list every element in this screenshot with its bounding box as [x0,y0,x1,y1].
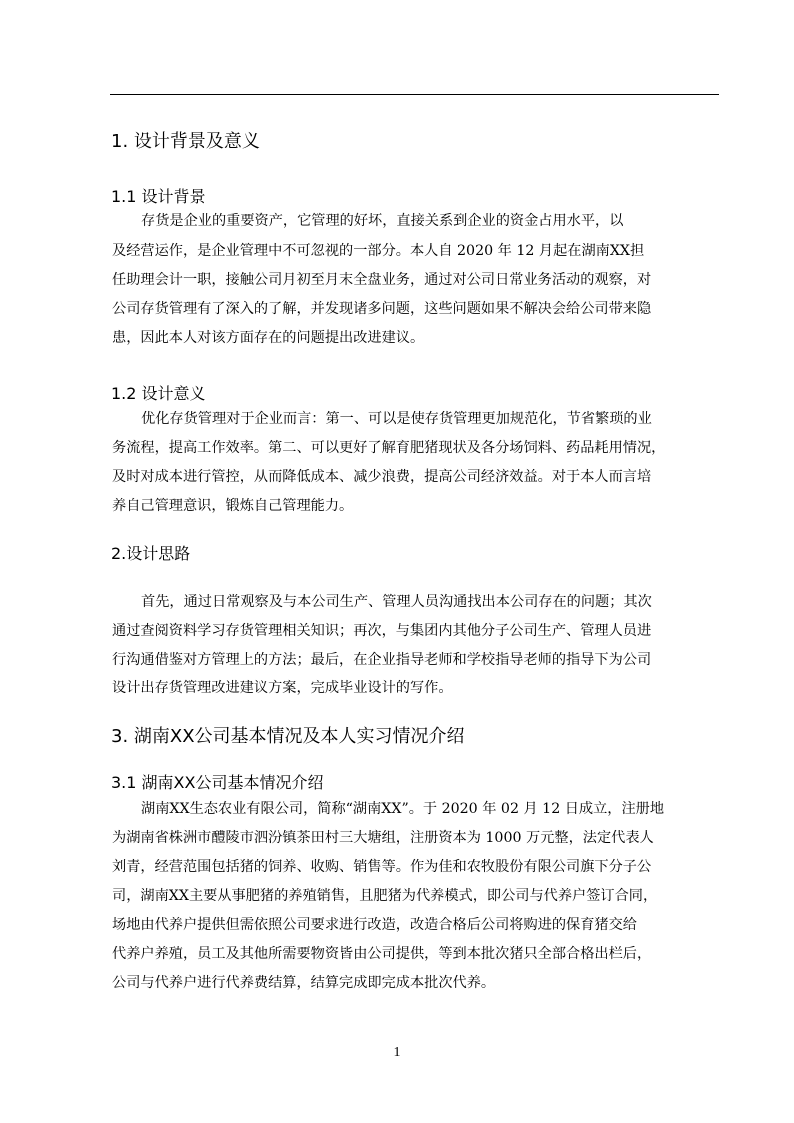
paragraph-line: 刘青，经营范围包括猪的饲养、收购、销售等。作为佳和农牧股份有限公司旗下分子公 [112,859,652,875]
section-1-heading: 1. 设计背景及意义 [111,131,260,152]
paragraph-line: 行沟通借鉴对方管理上的方法；最后，在企业指导老师和学校指导老师的指导下为公司 [112,652,652,668]
paragraph-line: 公司存货管理有了深入的了解，并发现诸多问题，这些问题如果不解决会给公司带来隐 [112,301,652,317]
paragraph-line: 通过查阅资料学习存货管理相关知识；再次，与集团内其他分子公司生产、管理人员进 [112,623,652,639]
page-number: 1 [393,1045,401,1060]
paragraph-line: 养自己管理意识，锻炼自己管理能力。 [112,498,354,514]
section-3-heading: 3. 湖南XX公司基本情况及本人实习情况介绍 [111,726,465,747]
paragraph-line: 务流程，提高工作效率。第二、可以更好了解育肥猪现状及各分场饲料、药品耗用情况， [112,440,666,456]
paragraph-line: 优化存货管理对于企业而言：第一、可以是使存货管理更加规范化，节省繁琐的业 [141,411,652,427]
paragraph-line: 任助理会计一职，接触公司月初至月末全盘业务，通过对公司日常业务活动的观察，对 [112,272,652,288]
paragraph-line: 首先，通过日常观察及与本公司生产、管理人员沟通找出本公司存在的问题；其次 [141,594,652,610]
paragraph-line: 场地由代养户提供但需依照公司要求进行改造，改造合格后公司将购进的保育猪交给 [112,917,637,933]
header-rule [110,94,719,95]
paragraph-line: 设计出存货管理改进建议方案，完成毕业设计的写作。 [112,680,453,696]
paragraph-line: 及经营运作，是企业管理中不可忽视的一部分。本人自 2020 年 12 月起在湖南XX担 [112,243,645,259]
paragraph-line: 存货是企业的重要资产，它管理的好坏，直接关系到企业的资金占用水平，以 [141,213,624,229]
paragraph-line: 司，湖南XX主要从事肥猪的养殖销售，且肥猪为代养模式，即公司与代养户签订合同， [112,888,658,904]
paragraph-line: 湖南XX生态农业有限公司，简称“湖南XX”。于 2020 年 02 月 12 日成立，注册地 [141,801,665,817]
section-3-1-heading: 3.1 湖南XX公司基本情况介绍 [111,773,324,792]
section-2-heading: 2.设计思路 [111,544,191,563]
paragraph-line: 公司与代养户进行代养费结算，结算完成即完成本批次代养。 [112,975,496,991]
paragraph-line: 患，因此本人对该方面存在的问题提出改进建议。 [112,330,425,346]
paragraph-line: 代养户养殖，员工及其他所需要物资皆由公司提供，等到本批次猪只全部合格出栏后， [112,946,652,962]
paragraph-line: 为湖南省株洲市醴陵市泗汾镇茶田村三大塘组，注册资本为 1000 万元整，法定代表人 [112,830,654,846]
section-1-1-heading: 1.1 设计背景 [111,187,206,206]
section-1-2-heading: 1.2 设计意义 [111,384,206,403]
paragraph-line: 及时对成本进行管控，从而降低成本、减少浪费，提高公司经济效益。对于本人而言培 [112,469,652,485]
